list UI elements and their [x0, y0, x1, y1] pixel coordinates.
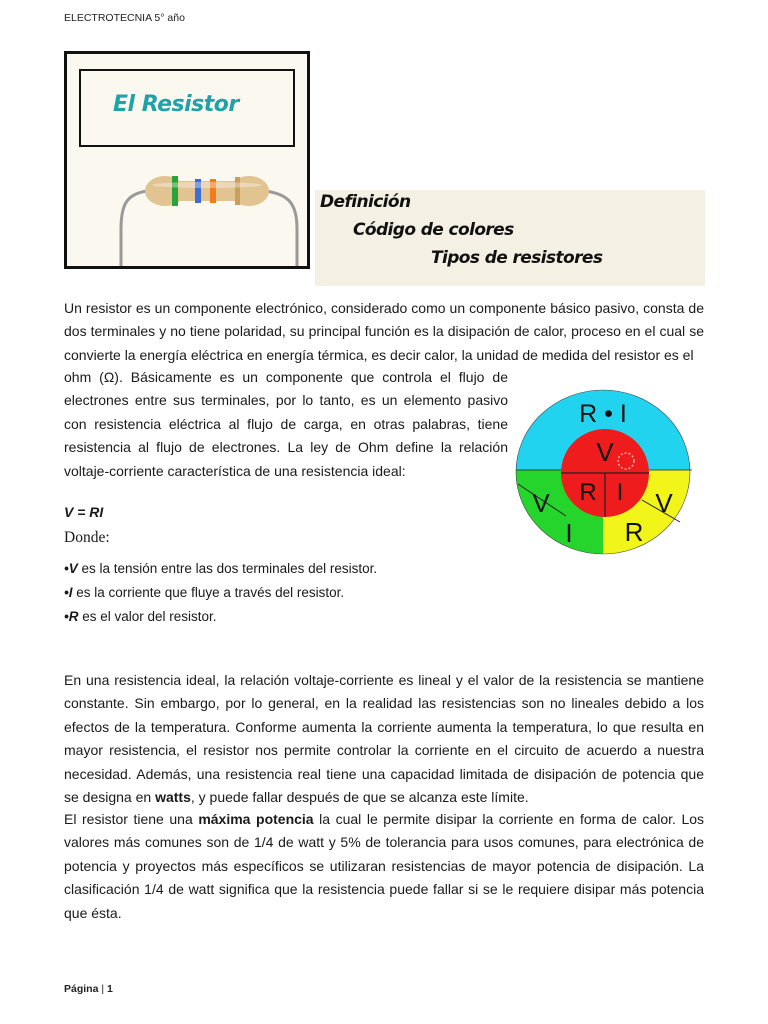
- topic-tipos: Tipos de resistores: [431, 248, 603, 268]
- paragraph-4: El resistor tiene una máxima potencia la cual le permite disipar la corriente en forma de calor. Los valores más comunes son de 1/4 de watt y 5% de tolerancia para usos comunes, para electrónica de potencia y proyectos más específicos se utilizaran resistencias de mayor potencia de disipación. La clasificación 1/4 de watt significa que la resistencia puede fallar si se le requiere disipar más potencia que ésta.: [64, 811, 705, 921]
- color-band: [235, 177, 240, 205]
- wheel-center-r: R: [579, 479, 597, 506]
- list-item: •V es la tensión entre las dos terminales del resistor.: [64, 561, 378, 576]
- bullet-list: [64, 557, 377, 629]
- list-item: •R es el valor del resistor.: [64, 609, 217, 624]
- color-band: [172, 176, 178, 206]
- wheel-top-label: R • I: [579, 400, 627, 428]
- topics-banner: [315, 190, 705, 286]
- list-item: •I es la corriente que fluye a través del resistor.: [64, 585, 345, 600]
- paragraph-2: ohm (Ω). Básicamente es un componente que controla el flujo de electrones entre sus terminales, por lo tanto, es un elemento pasivo con resistencia eléctrica al flujo de carga, en otras palabras, tiene resistencia al flujo de electrones. La ley de Ohm define la relación voltaje-corriente característica de una resistencia ideal:: [64, 369, 508, 479]
- title-text: El Resistor: [113, 92, 239, 117]
- page-footer: Página | 1: [64, 983, 113, 995]
- wheel-center-v: V: [596, 437, 614, 467]
- title-image: [64, 51, 310, 269]
- resistor-illustration: [67, 54, 307, 266]
- donde-label: Donde:: [64, 529, 110, 546]
- wheel-left-v: V: [532, 488, 550, 518]
- paragraph-3: En una resistencia ideal, la relación voltaje-corriente es lineal y el valor de la resistencia se mantiene constante. Sin embargo, por lo general, en la realidad las resistencias son no lineales debido a los efectos de la temperatura. Conforme aumenta la corriente aumenta la temperatura, lo que resulta en mayor resistencia, el resistor nos permite controlar la corriente en el circuito de acuerdo a nuestra necesidad. Además, una resistencia real tiene una capacidad limitada de disipación de potencia que se designa en watts, y puede fallar después de que se alcanza este límite.: [64, 672, 704, 806]
- page-number: 1: [107, 983, 113, 995]
- watts-term: watts: [155, 789, 191, 806]
- topic-codigo-colores: Código de colores: [353, 220, 514, 240]
- wheel-left-i: I: [565, 518, 573, 548]
- max-power-term: máxima potencia: [198, 811, 314, 827]
- wheel-right-r: R: [624, 517, 644, 547]
- page-header: ELECTROTECNIA 5° año: [64, 12, 185, 24]
- topic-definicion: Definición: [320, 192, 411, 212]
- wheel-center-i: I: [616, 479, 624, 506]
- ohm-formula: V = RI: [64, 504, 104, 520]
- paragraph-1: Un resistor es un componente electrónico, considerado como un componente básico pasivo, consta de dos terminales y no tiene polaridad, su principal función es la disipación de calor, proceso en el cual se convierte la energía eléctrica en energía térmica, es decir calor, la unidad de medida del resistor es el: [64, 300, 704, 363]
- wheel-right-v: V: [655, 488, 673, 518]
- ohm-law-wheel: [514, 388, 694, 556]
